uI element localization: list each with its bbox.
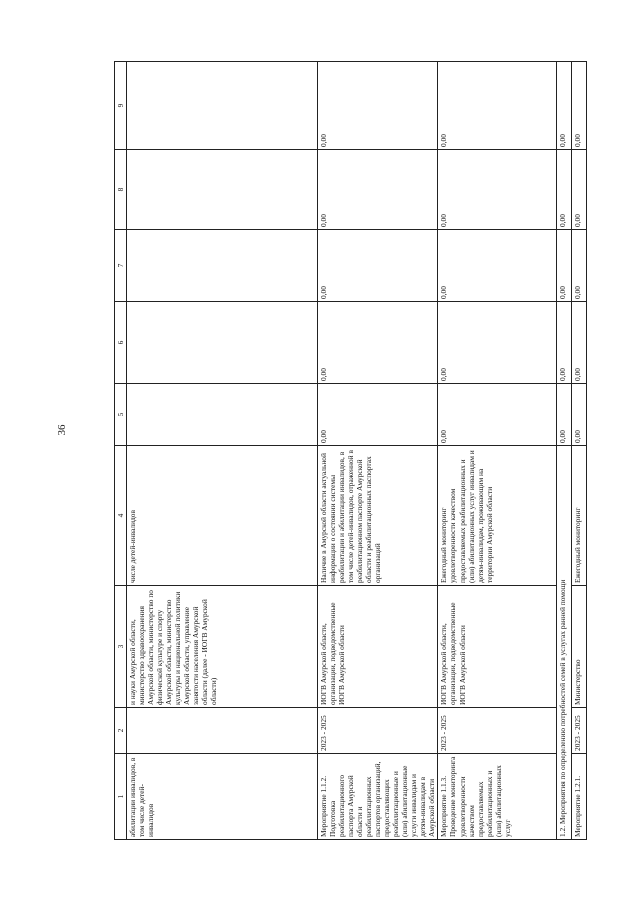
value-cell: 0,00 <box>438 150 557 230</box>
executor-cell: и науки Амурской области, министерство здравоохранения Амурской области, министерство по физической культуре и спорту Амурской области, министерство культуры и национальной политики Амурской области, управление занятости населения Амурской области (далее - ИОГВ Амурской области) <box>127 586 318 708</box>
table-row <box>127 62 318 840</box>
period-cell: 2023 - 2025 <box>438 708 557 754</box>
value-cell: 0,00 <box>557 230 572 302</box>
result-cell: числе детей-инвалидов <box>127 446 318 586</box>
value-cell: 0,00 <box>318 150 438 230</box>
executor-cell: ИОГВ Амурской области, организации, подведомственные ИОГВ Амурской области <box>438 586 557 708</box>
value-cell <box>127 384 318 446</box>
measure-name-cell: Мероприятие 1.1.2. Подготовка реабилитационного паспорта Амурской области и реабилитационных паспортов организаций, предоставляющих реабилитационные и (или) абилитационные услуги инвалидам и детям-инвалидам в Амурской области <box>318 754 438 840</box>
column-number: 3 <box>115 586 127 708</box>
column-number: 7 <box>115 230 127 302</box>
value-cell: 0,00 <box>557 150 572 230</box>
column-number: 8 <box>115 150 127 230</box>
measure-name-cell: Мероприятие 1.2.1. <box>572 754 587 840</box>
executor-cell: Министерство <box>572 586 587 708</box>
value-cell: 0,00 <box>572 230 587 302</box>
column-number: 5 <box>115 384 127 446</box>
section-row <box>557 62 572 840</box>
value-cell: 0,00 <box>438 230 557 302</box>
value-cell: 0,00 <box>438 62 557 150</box>
section-title-cell: 1.2. Мероприятия по определению потребностей семей в услугах ранней помощи <box>557 446 572 840</box>
period-cell <box>127 708 318 754</box>
value-cell: 0,00 <box>572 62 587 150</box>
measure-name-cell: абилитации инвалидов, в том числе детей-инвалидов <box>127 754 318 840</box>
result-cell: Наличие в Амурской области актуальной информации о состоянии системы реабилитации и абилитации инвалидов, в том числе детей-инвалидов, отраженной в реабилитационном паспорте Амурской области и реабилитационных паспортах организаций <box>318 446 438 586</box>
value-cell: 0,00 <box>572 384 587 446</box>
value-cell: 0,00 <box>572 150 587 230</box>
period-cell: 2023 - 2025 <box>318 708 438 754</box>
result-cell: Ежегодный мониторинг <box>572 446 587 586</box>
column-number: 6 <box>115 302 127 384</box>
value-cell: 0,00 <box>438 302 557 384</box>
measure-name-cell: Мероприятие 1.1.3. Проведение мониторинга удовлетворенности качеством предоставляемых реабилитационных и (или) абилитационных услуг <box>438 754 557 840</box>
column-number-row <box>115 62 127 840</box>
value-cell: 0,00 <box>318 62 438 150</box>
rotated-table-wrapper <box>114 62 582 840</box>
page-number: 36 <box>56 424 68 436</box>
value-cell: 0,00 <box>318 230 438 302</box>
value-cell: 0,00 <box>572 302 587 384</box>
value-cell: 0,00 <box>438 384 557 446</box>
value-cell <box>127 150 318 230</box>
table-row <box>572 62 587 840</box>
column-number: 1 <box>115 754 127 840</box>
value-cell <box>127 230 318 302</box>
column-number: 4 <box>115 446 127 586</box>
value-cell: 0,00 <box>557 62 572 150</box>
value-cell: 0,00 <box>318 384 438 446</box>
executor-cell: ИОГВ Амурской области, организации, подведомственные ИОГВ Амурской области <box>318 586 438 708</box>
table-row <box>318 62 438 840</box>
column-number: 9 <box>115 62 127 150</box>
period-cell: 2023 - 2025 <box>572 708 587 754</box>
value-cell: 0,00 <box>318 302 438 384</box>
value-cell: 0,00 <box>557 302 572 384</box>
value-cell <box>127 62 318 150</box>
measures-table <box>114 61 587 840</box>
value-cell <box>127 302 318 384</box>
column-number: 2 <box>115 708 127 754</box>
table-row <box>438 62 557 840</box>
value-cell: 0,00 <box>557 384 572 446</box>
result-cell: Ежегодный мониторинг удовлетворенности качеством предоставляемых реабилитационных и (или) абилитационных услуг инвалидам и детям-инвалидам, проживающим на территории Амурской области <box>438 446 557 586</box>
